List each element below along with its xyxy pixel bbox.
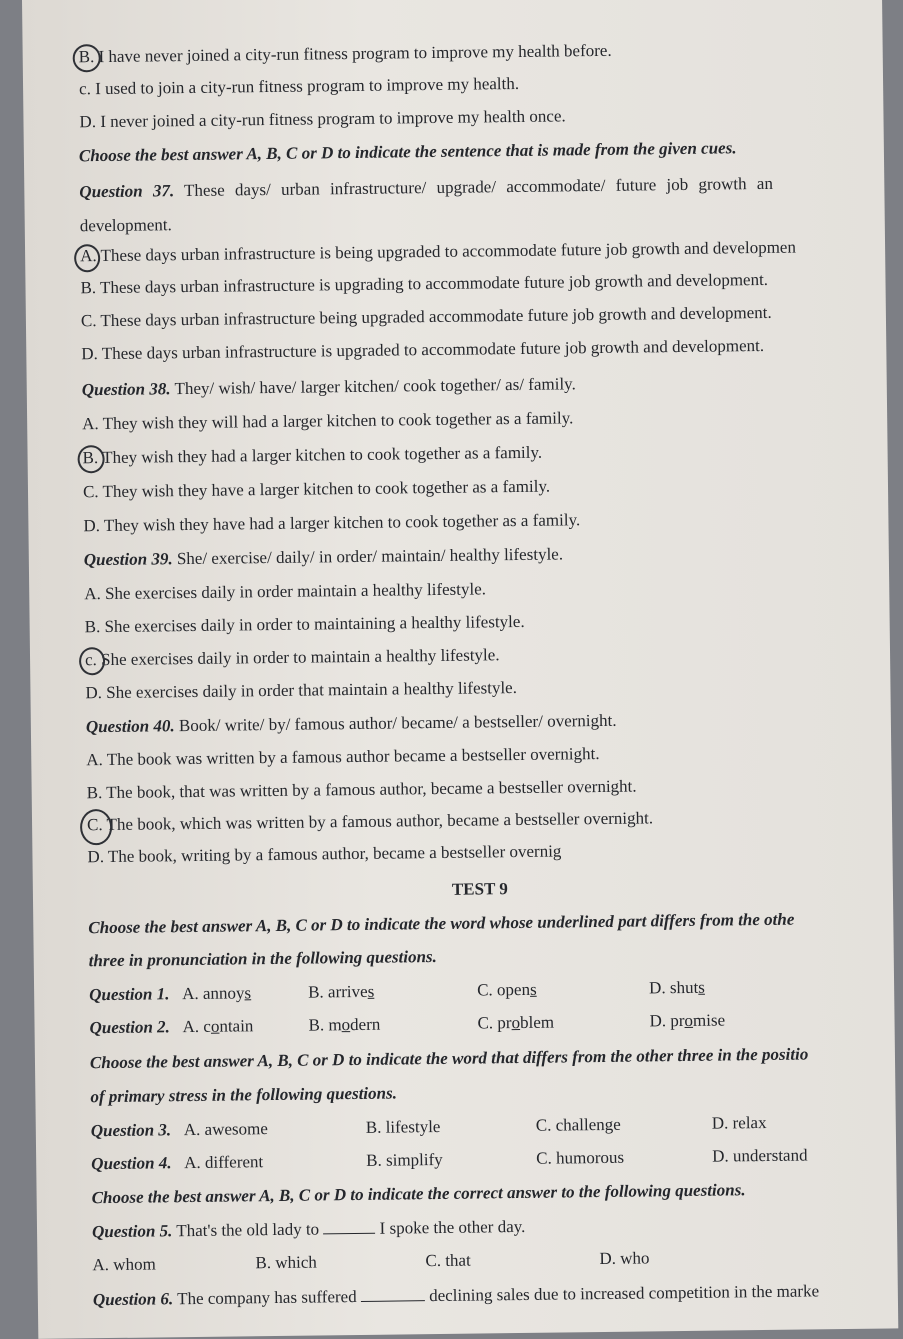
q5-option-c[interactable]: C. that [425,1250,471,1271]
question-6-text-start: The company has suffered [177,1287,357,1309]
instruction-pronunciation: Choose the best answer A, B, C or D to indicate the word whose underlined part differs from the othe [88,909,795,938]
q2-option-b-pre: B. m [308,1015,342,1035]
question-1 [89,984,170,1005]
q1-option-a[interactable] [182,983,251,1004]
q2-option-a-underlined: o [210,1016,220,1036]
question-39-cue: She/ exercise/ daily/ in order/ maintain/ healthy lifestyle. [176,544,564,569]
question-5 [92,1217,526,1242]
prev-option-d[interactable]: D. I never joined a city-run fitness program to improve my health once. [79,106,566,132]
q1-option-d-text: D. shut [649,977,699,998]
q2-option-c-pre: C. pr [477,1013,512,1033]
instruction-stress-cont: of primary stress in the following questions. [90,1083,398,1107]
question-38 [82,374,576,400]
q3-option-a[interactable]: A. awesome [183,1119,268,1140]
question-2-label: Question 2. [89,1017,170,1038]
instruction-pronunciation-cont: three in pronunciation in the following questions. [88,947,437,971]
prev-option-b[interactable]: B. I have never joined a city-run fitness program to improve my health before. [78,40,612,67]
q39-option-a[interactable]: A. She exercises daily in order maintain a healthy lifestyle. [84,579,487,604]
q2-option-b[interactable] [308,1015,380,1036]
q5-option-a[interactable]: A. whom [92,1254,156,1275]
q1-option-d-underlined: s [698,977,705,997]
question-5-text-end: I spoke the other day. [379,1216,526,1238]
q40-option-b[interactable]: B. The book, that was written by a famous author, became a bestseller overnight. [86,776,637,803]
q1-option-a-underlined: s [244,983,252,1003]
q2-option-d-underlined: o [684,1010,694,1030]
q2-option-c-underlined: o [511,1012,521,1033]
q38-option-c[interactable]: C. They wish they have a larger kitchen to cook together as a family. [82,476,551,502]
q2-option-d-post: mise [692,1010,726,1030]
q39-option-c[interactable]: c. She exercises daily in order to maintain a healthy lifestyle. [84,645,500,670]
question-6-label: Question 6. [92,1289,174,1310]
q2-option-b-underlined: o [341,1015,351,1035]
question-5-text-start: That's the old lady to [176,1219,320,1241]
q40-option-c[interactable]: C. The book, which was written by a famous author, became a bestseller overnight. [86,808,654,835]
q37-option-c[interactable]: C. These days urban infrastructure being upgraded accommodate future job growth and development. [80,302,772,331]
question-5-blank[interactable] [323,1233,375,1235]
q2-option-d[interactable] [649,1010,725,1031]
q2-option-a-post: ntain [219,1016,254,1036]
q37-option-a[interactable]: A. These days urban infrastructure is being upgraded to accommodate future job growth and developmen [80,237,797,266]
q1-option-b-text: B. arrive [308,981,368,1002]
question-3 [91,1120,172,1141]
q4-option-d[interactable]: D. understand [712,1145,808,1166]
q5-option-b[interactable]: B. which [255,1252,317,1273]
q3-option-c[interactable]: C. challenge [535,1114,621,1135]
question-38-label: Question 38. [81,379,171,400]
q37-option-b[interactable]: B. These days urban infrastructure is upgrading to accommodate future job growth and development. [80,269,769,298]
question-38-cue: They/ wish/ have/ larger kitchen/ cook together/ as/ family. [174,374,576,399]
question-37-label: Question 37. [79,181,175,202]
q38-option-d[interactable]: D. They wish they have had a larger kitchen to cook together as a family. [83,510,581,536]
instruction-sentence-cues: Choose the best answer A, B, C or D to indicate the sentence that is made from the given cues. [78,138,737,166]
q4-option-a[interactable]: A. different [184,1152,264,1173]
question-6-text-end: declining sales due to increased competition in the marke [429,1281,820,1306]
question-40-cue: Book/ write/ by/ famous author/ became/ a bestseller/ overnight. [178,710,617,736]
test-title: TEST 9 [451,879,508,899]
q1-option-a-text: A. annoy [182,983,245,1004]
question-39-label: Question 39. [83,549,173,570]
q40-option-a[interactable]: A. The book was written by a famous author became a bestseller overnight. [86,744,600,770]
q4-option-c[interactable]: C. humorous [536,1147,625,1168]
question-6 [93,1281,819,1310]
question-1-label: Question 1. [89,984,170,1005]
question-6-blank[interactable] [361,1300,425,1302]
q2-option-d-pre: D. pr [649,1010,685,1031]
question-2 [89,1017,170,1038]
q1-option-c-text: C. open [477,979,531,1000]
q38-option-b[interactable]: B. They wish they had a larger kitchen to cook together as a family. [82,442,543,468]
question-4 [91,1153,172,1174]
question-39 [84,544,563,570]
question-40-label: Question 40. [85,716,175,737]
q39-option-d[interactable]: D. She exercises daily in order that maintain a healthy lifestyle. [85,678,518,703]
question-4-label: Question 4. [91,1153,172,1174]
q3-option-d[interactable]: D. relax [711,1112,767,1133]
q2-option-a[interactable] [182,1016,253,1037]
q1-option-d[interactable] [649,978,705,999]
q2-option-b-post: dern [349,1014,381,1035]
q1-option-b-underlined: s [367,981,375,1001]
question-5-label: Question 5. [91,1221,173,1242]
prev-option-c[interactable]: c. I used to join a city-run fitness program to improve my health. [78,73,520,99]
q37-option-d[interactable]: D. These days urban infrastructure is upgraded to accommodate future job growth and development. [81,335,765,364]
q39-option-b[interactable]: B. She exercises daily in order to maintaining a healthy lifestyle. [84,611,525,637]
q38-option-a[interactable]: A. They wish they will had a larger kitchen to cook together as a family. [82,408,574,434]
q4-option-b[interactable]: B. simplify [366,1149,443,1170]
question-40 [86,711,617,737]
question-3-label: Question 3. [90,1120,172,1141]
question-37-cue: These days/ urban infrastructure/ upgrade/ accommodate/ future job growth an [183,173,774,201]
q2-option-c[interactable] [477,1013,554,1034]
instruction-correct-answer: Choose the best answer A, B, C or D to indicate the correct answer to the following questions. [91,1180,746,1208]
q1-option-c-underlined: s [529,979,537,999]
q5-option-d[interactable]: D. who [599,1248,650,1269]
q1-option-c[interactable] [477,980,537,1001]
q2-option-a-pre: A. c [182,1016,211,1037]
question-37-cue-cont: development. [79,215,172,236]
q3-option-b[interactable]: B. lifestyle [365,1116,441,1137]
worksheet-page [22,0,898,1339]
q2-option-c-post: blem [519,1012,555,1032]
q1-option-b[interactable] [308,982,374,1003]
q40-option-d[interactable]: D. The book, writing by a famous author, became a bestseller overnig [87,841,562,867]
question-37 [79,174,773,202]
instruction-stress: Choose the best answer A, B, C or D to indicate the word that differs from the other three in the positio [89,1044,809,1073]
